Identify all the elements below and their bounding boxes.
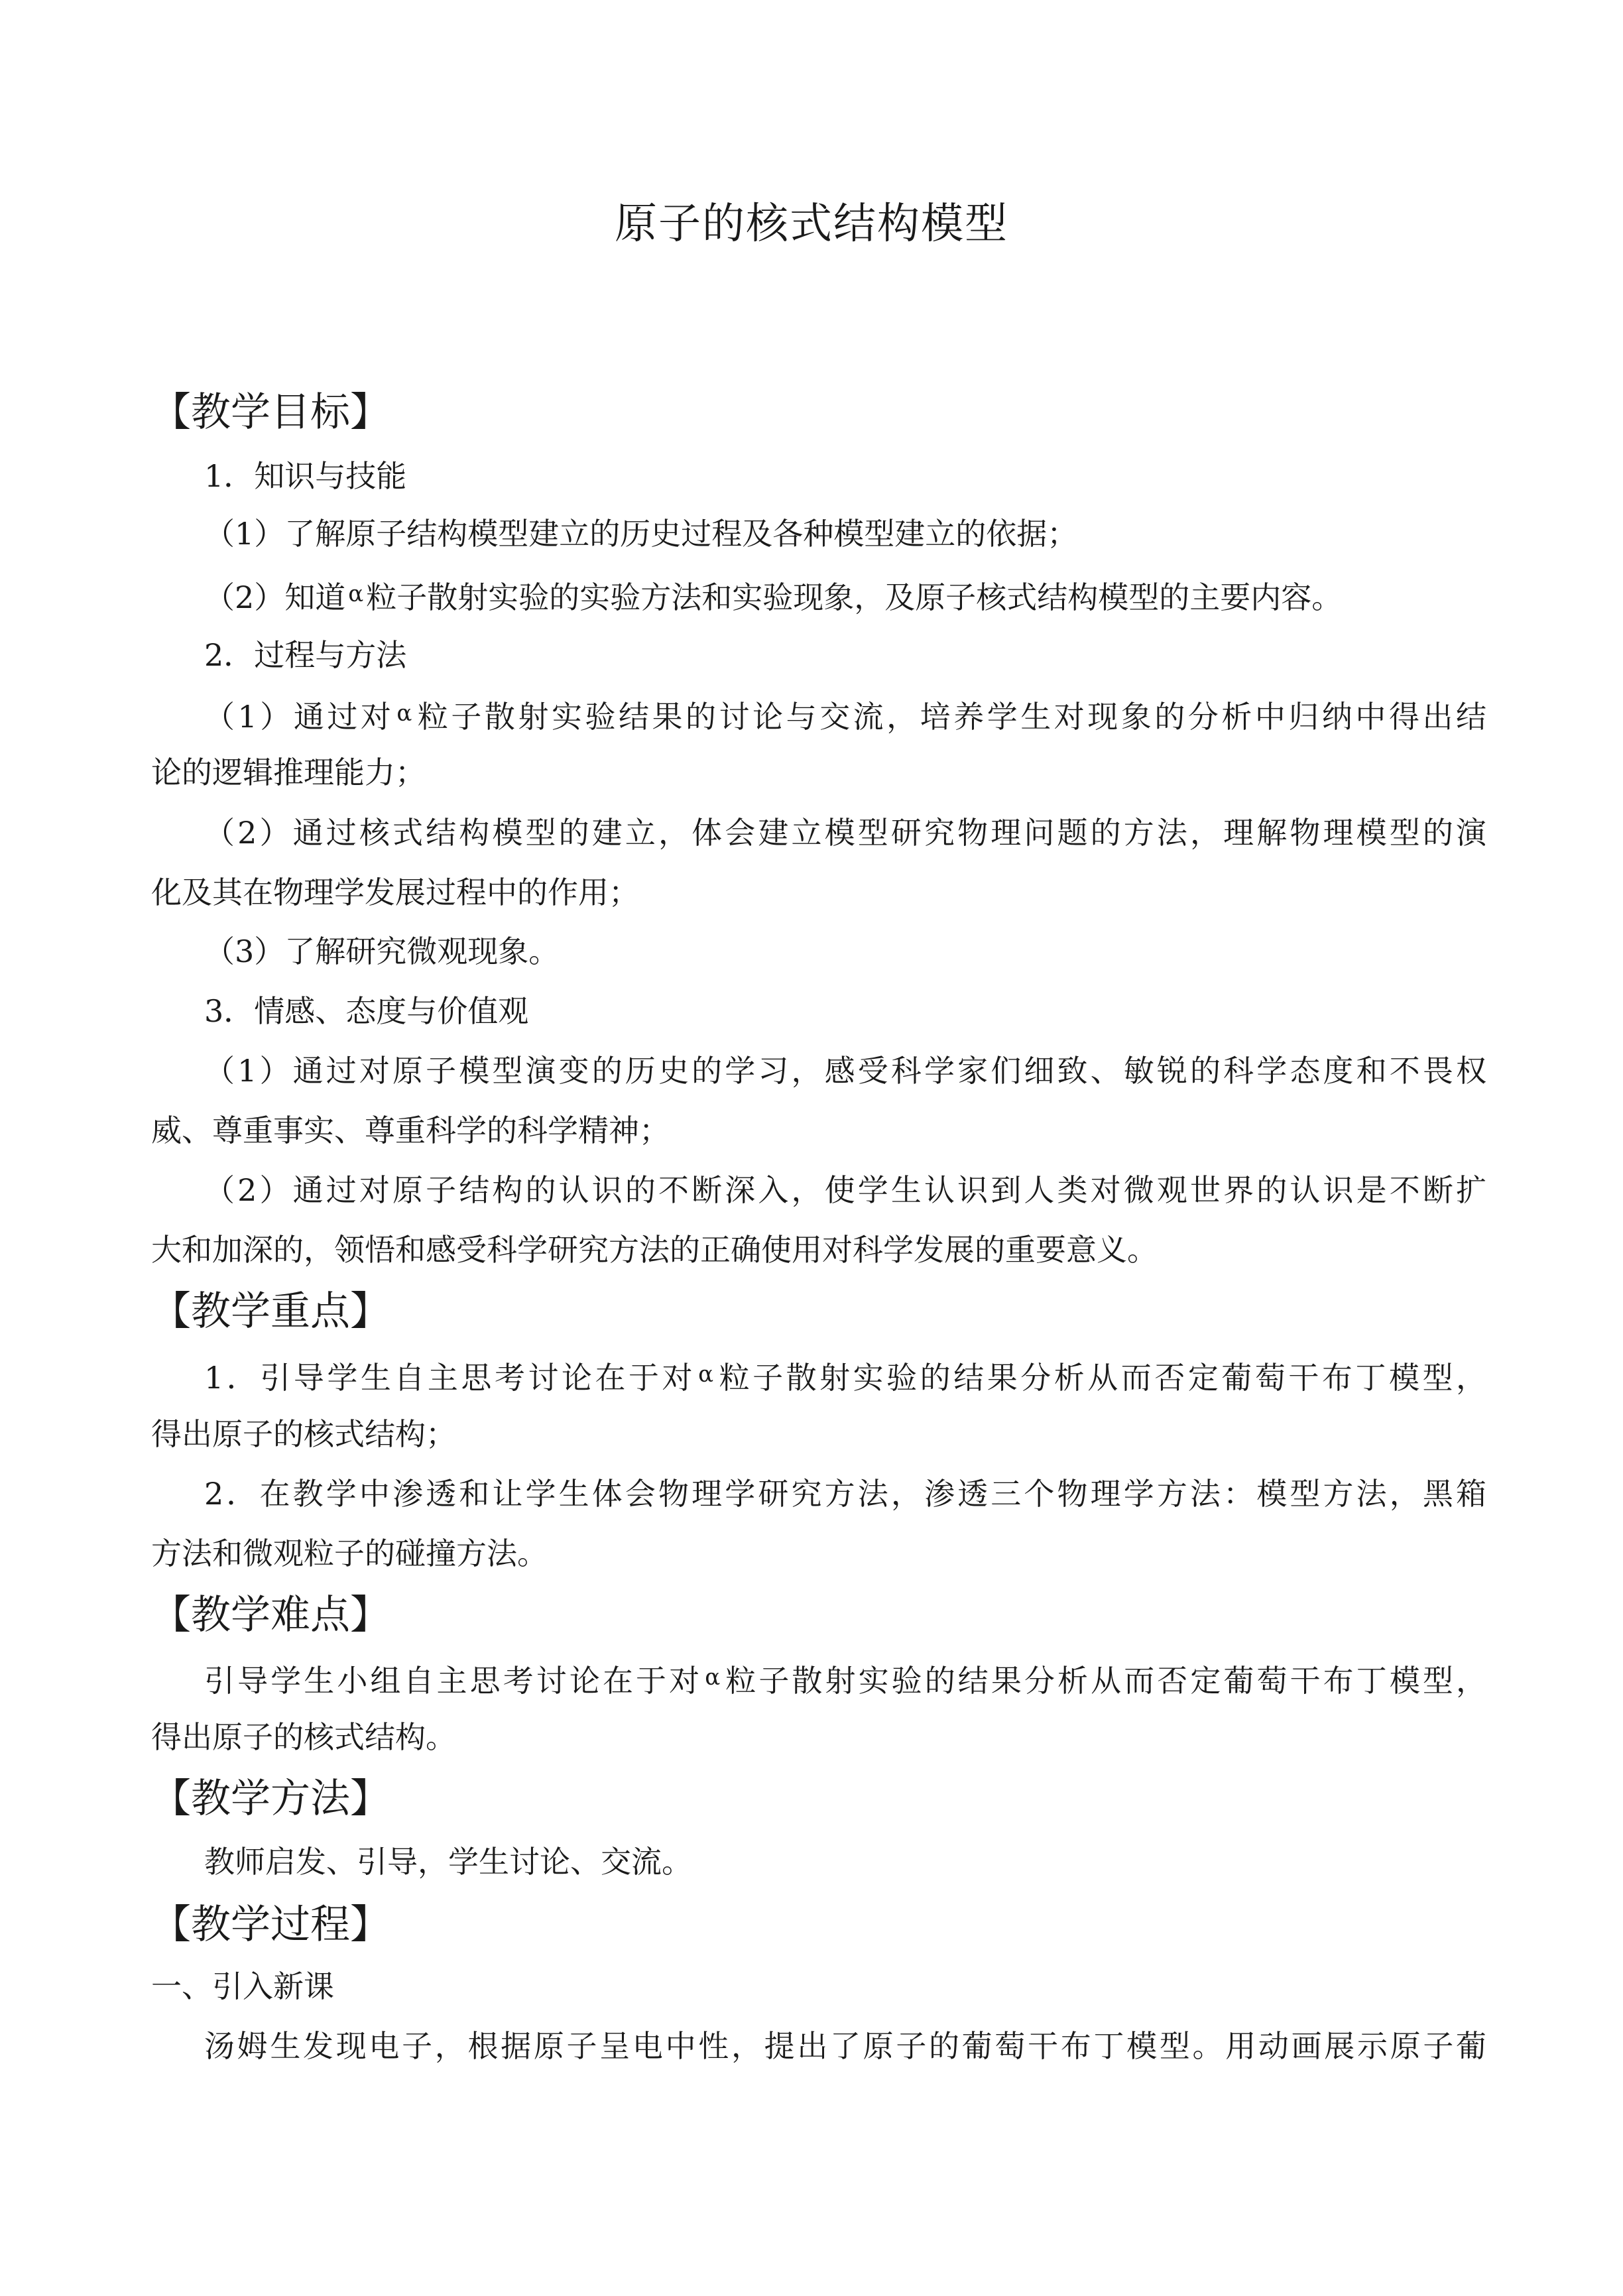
text-segment: （1）通过对 bbox=[204, 699, 394, 735]
objectives-item-3-1: （1）通过对原子模型演变的历史的学习，感受科学家们细致、敏锐的科学态度和不畏权 bbox=[204, 1053, 1486, 1089]
key-points-item-1-cont: 得出原子的核式结构； bbox=[151, 1416, 456, 1452]
methods-item-1: 教师启发、引导，学生讨论、交流。 bbox=[204, 1844, 692, 1880]
objectives-item-3-2: （2）通过对原子结构的认识的不断深入，使学生认识到人类对微观世界的认识是不断扩 bbox=[204, 1172, 1486, 1208]
key-points-item-2: 2．在教学中渗透和让学生体会物理学研究方法，渗透三个物理学方法：模型方法，黑箱 bbox=[204, 1476, 1486, 1512]
objectives-item-1-2 bbox=[204, 574, 1342, 617]
text-segment: 粒子散射实验结果的讨论与交流，培养学生对现象的分析中归纳中得出结 bbox=[414, 699, 1486, 735]
text-segment: 引导学生小组自主思考讨论在于对 bbox=[204, 1663, 703, 1699]
objectives-item-1: 1．知识与技能 bbox=[204, 458, 407, 494]
objectives-item-2: 2．过程与方法 bbox=[204, 637, 407, 673]
alpha-symbol: α bbox=[348, 581, 364, 607]
heading-objectives: 【教学目标】 bbox=[151, 389, 390, 436]
heading-difficulties: 【教学难点】 bbox=[151, 1592, 390, 1638]
objectives-item-3-1-cont: 威、尊重事实、尊重科学的科学精神； bbox=[151, 1113, 670, 1148]
difficulties-item-1 bbox=[204, 1658, 1486, 1701]
heading-methods: 【教学方法】 bbox=[151, 1776, 390, 1822]
text-segment: 粒子散射实验的实验方法和实验现象，及原子核式结构模型的主要内容。 bbox=[366, 579, 1343, 615]
objectives-item-2-1-cont: 论的逻辑推理能力； bbox=[151, 755, 426, 790]
objectives-item-2-2-cont: 化及其在物理学发展过程中的作用； bbox=[151, 875, 639, 910]
difficulties-item-1-cont: 得出原子的核式结构。 bbox=[151, 1719, 456, 1755]
alpha-symbol: α bbox=[698, 1361, 714, 1388]
alpha-symbol: α bbox=[396, 700, 412, 727]
objectives-item-3-2-cont: 大和加深的，领悟和感受科学研究方法的正确使用对科学发展的重要意义。 bbox=[151, 1232, 1158, 1268]
alpha-symbol: α bbox=[705, 1664, 721, 1691]
heading-key-points: 【教学重点】 bbox=[151, 1288, 390, 1335]
heading-process: 【教学过程】 bbox=[151, 1902, 390, 1948]
document-title: 原子的核式结构模型 bbox=[615, 200, 1008, 249]
key-points-item-2-cont: 方法和微观粒子的碰撞方法。 bbox=[151, 1536, 548, 1571]
process-paragraph-1: 汤姆生发现电子，根据原子呈电中性，提出了原子的葡萄干布丁模型。用动画展示原子葡 bbox=[204, 2028, 1486, 2064]
objectives-item-2-1 bbox=[204, 694, 1486, 737]
key-points-item-1 bbox=[204, 1355, 1486, 1398]
objectives-item-2-3: （3）了解研究微观现象。 bbox=[204, 934, 560, 969]
objectives-item-1-1: （1）了解原子结构模型建立的历史过程及各种模型建立的依据； bbox=[204, 516, 1078, 552]
text-segment: 粒子散射实验的结果分析从而否定葡萄干布丁模型， bbox=[723, 1663, 1487, 1699]
process-subheading-1: 一、引入新课 bbox=[151, 1968, 334, 2004]
text-segment: （2）知道 bbox=[204, 579, 346, 615]
objectives-item-2-2: （2）通过核式结构模型的建立，体会建立模型研究物理问题的方法，理解物理模型的演 bbox=[204, 815, 1486, 851]
text-segment: 粒子散射实验的结果分析从而否定葡萄干布丁模型， bbox=[716, 1360, 1487, 1396]
text-segment: 1．引导学生自主思考讨论在于对 bbox=[204, 1360, 696, 1396]
objectives-item-3: 3．情感、态度与价值观 bbox=[204, 993, 529, 1029]
